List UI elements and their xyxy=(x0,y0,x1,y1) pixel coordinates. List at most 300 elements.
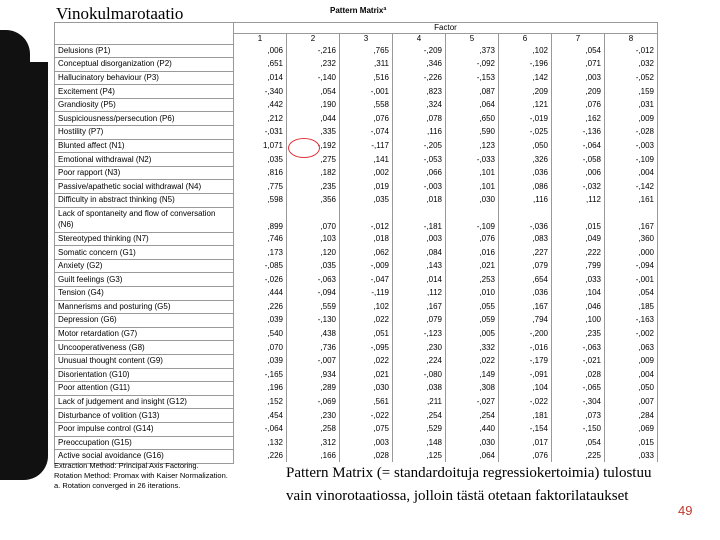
loading-cell: ,121 xyxy=(499,98,552,112)
loading-cell: ,086 xyxy=(499,180,552,194)
loading-cell: ,212 xyxy=(234,112,287,126)
loading-cell: ,254 xyxy=(446,409,499,423)
slide-title: Vinokulmarotaatio xyxy=(56,4,184,23)
table-row xyxy=(55,180,658,194)
row-label: Poor impulse control (G14) xyxy=(55,422,234,436)
loading-cell: -,304 xyxy=(552,395,605,409)
loading-cell: ,324 xyxy=(393,98,446,112)
loading-cell: ,101 xyxy=(446,180,499,194)
loading-cell: ,005 xyxy=(446,327,499,341)
loading-cell: ,650 xyxy=(446,112,499,126)
loading-cell: ,141 xyxy=(340,153,393,167)
loading-cell: -,019 xyxy=(499,112,552,126)
row-label: Suspiciousness/persecution (P6) xyxy=(55,112,234,126)
loading-cell: -,150 xyxy=(552,422,605,436)
loading-cell: -,064 xyxy=(552,139,605,153)
loading-cell: ,360 xyxy=(605,232,658,246)
row-label: Passive/apathetic social withdrawal (N4) xyxy=(55,180,234,194)
loading-cell: -,123 xyxy=(393,327,446,341)
row-label: Hostility (P7) xyxy=(55,126,234,140)
loading-cell: ,054 xyxy=(552,44,605,58)
loading-cell: ,036 xyxy=(499,287,552,301)
loading-cell: -,069 xyxy=(287,395,340,409)
loading-cell: ,516 xyxy=(340,71,393,85)
loading-cell: ,076 xyxy=(499,450,552,464)
loading-cell: ,116 xyxy=(393,126,446,140)
loading-cell: ,004 xyxy=(605,368,658,382)
loading-cell: ,079 xyxy=(393,314,446,328)
pattern-matrix-table xyxy=(54,22,658,464)
loading-cell: -,130 xyxy=(287,314,340,328)
row-label: Tension (G4) xyxy=(55,287,234,301)
footnote: a. Rotation converged in 26 iterations. xyxy=(54,481,181,490)
table-row xyxy=(55,153,658,167)
loading-cell: ,143 xyxy=(393,259,446,273)
loading-cell: ,049 xyxy=(552,232,605,246)
loading-cell: ,032 xyxy=(605,58,658,72)
loading-cell: -,021 xyxy=(552,354,605,368)
loading-cell: ,000 xyxy=(605,246,658,260)
loading-cell: -,140 xyxy=(287,71,340,85)
loading-cell: ,823 xyxy=(393,85,446,99)
loading-cell: ,050 xyxy=(499,139,552,153)
row-label: Hallucinatory behaviour (P3) xyxy=(55,71,234,85)
loading-cell: -,094 xyxy=(605,259,658,273)
loading-cell: -,064 xyxy=(234,422,287,436)
row-label: Disturbance of volition (G13) xyxy=(55,409,234,423)
table-row xyxy=(55,409,658,423)
loading-cell: ,102 xyxy=(340,300,393,314)
column-number: 5 xyxy=(446,34,499,45)
loading-cell: ,148 xyxy=(393,436,446,450)
loading-cell: -,109 xyxy=(446,207,499,232)
loading-cell: ,332 xyxy=(446,341,499,355)
loading-cell: -,002 xyxy=(605,327,658,341)
loading-cell: ,167 xyxy=(499,300,552,314)
loading-cell: ,289 xyxy=(287,382,340,396)
loading-cell: ,232 xyxy=(287,58,340,72)
loading-cell: ,019 xyxy=(340,180,393,194)
loading-cell: ,258 xyxy=(287,422,340,436)
loading-cell: ,039 xyxy=(234,354,287,368)
row-label: Stereotyped thinking (N7) xyxy=(55,232,234,246)
loading-cell: -,154 xyxy=(499,422,552,436)
loading-cell: ,066 xyxy=(393,166,446,180)
loading-cell: ,159 xyxy=(605,85,658,99)
table-row xyxy=(55,44,658,58)
table-row xyxy=(55,194,658,208)
loading-cell: ,038 xyxy=(393,382,446,396)
loading-cell: 1,071 xyxy=(234,139,287,153)
loading-cell: ,063 xyxy=(605,341,658,355)
loading-cell: -,094 xyxy=(287,287,340,301)
loading-cell: -,109 xyxy=(605,153,658,167)
loading-cell: ,454 xyxy=(234,409,287,423)
row-label: Unusual thought content (G9) xyxy=(55,354,234,368)
loading-cell: ,209 xyxy=(552,85,605,99)
loading-cell: ,226 xyxy=(234,450,287,464)
page-number: 49 xyxy=(678,503,693,518)
loading-cell: ,031 xyxy=(605,98,658,112)
table-row xyxy=(55,58,658,72)
loading-cell: ,442 xyxy=(234,98,287,112)
loading-cell: ,030 xyxy=(446,194,499,208)
loading-cell: ,765 xyxy=(340,44,393,58)
loading-cell: ,044 xyxy=(287,112,340,126)
header-blank-cell xyxy=(55,34,234,45)
row-label: Lack of judgement and insight (G12) xyxy=(55,395,234,409)
loading-cell: ,235 xyxy=(287,180,340,194)
table-row xyxy=(55,300,658,314)
loading-cell: -,007 xyxy=(287,354,340,368)
loading-cell: ,438 xyxy=(287,327,340,341)
loading-cell: ,051 xyxy=(340,327,393,341)
loading-cell: -,003 xyxy=(605,139,658,153)
loading-cell: ,112 xyxy=(552,194,605,208)
loading-cell: -,165 xyxy=(234,368,287,382)
loading-cell: ,007 xyxy=(605,395,658,409)
row-label: Lack of spontaneity and flow of conversation (N6) xyxy=(55,207,234,232)
loading-cell: ,083 xyxy=(499,232,552,246)
loading-cell: ,123 xyxy=(446,139,499,153)
row-label: Active social avoidance (G16) xyxy=(55,450,234,464)
row-label: Delusions (P1) xyxy=(55,44,234,58)
loading-cell: -,047 xyxy=(340,273,393,287)
loading-cell: ,030 xyxy=(340,382,393,396)
loading-cell: ,308 xyxy=(446,382,499,396)
loading-cell: ,021 xyxy=(446,259,499,273)
loading-cell: ,100 xyxy=(552,314,605,328)
loading-cell: -,033 xyxy=(446,153,499,167)
loading-cell: ,022 xyxy=(340,354,393,368)
loading-cell: ,182 xyxy=(287,166,340,180)
loading-cell: -,016 xyxy=(499,341,552,355)
loading-cell: ,173 xyxy=(234,246,287,260)
loading-cell: ,073 xyxy=(552,409,605,423)
table-row xyxy=(55,382,658,396)
loading-cell: ,120 xyxy=(287,246,340,260)
loading-cell: ,018 xyxy=(393,194,446,208)
loading-cell: ,326 xyxy=(499,153,552,167)
loading-cell: ,064 xyxy=(446,98,499,112)
column-number-row xyxy=(55,34,658,45)
loading-cell: ,559 xyxy=(287,300,340,314)
loading-cell: ,036 xyxy=(499,166,552,180)
loading-cell: ,062 xyxy=(340,246,393,260)
loading-cell: ,654 xyxy=(499,273,552,287)
loading-cell: -,205 xyxy=(393,139,446,153)
loading-cell: ,373 xyxy=(446,44,499,58)
loading-cell: ,028 xyxy=(340,450,393,464)
loading-cell: -,163 xyxy=(605,314,658,328)
loading-cell: ,022 xyxy=(340,314,393,328)
loading-cell: ,529 xyxy=(393,422,446,436)
loading-cell: ,230 xyxy=(393,341,446,355)
loading-cell: ,022 xyxy=(446,354,499,368)
loading-cell: ,166 xyxy=(287,450,340,464)
row-label: Motor retardation (G7) xyxy=(55,327,234,341)
loading-cell: ,076 xyxy=(340,112,393,126)
loading-cell: ,152 xyxy=(234,395,287,409)
loading-cell: -,053 xyxy=(393,153,446,167)
table-row xyxy=(55,327,658,341)
loading-cell: -,001 xyxy=(340,85,393,99)
loading-cell: ,059 xyxy=(446,314,499,328)
loading-cell: ,006 xyxy=(234,44,287,58)
column-number: 2 xyxy=(287,34,340,45)
header-blank-cell xyxy=(55,23,234,34)
table-row xyxy=(55,436,658,450)
loading-cell: -,058 xyxy=(552,153,605,167)
loading-cell: ,226 xyxy=(234,300,287,314)
column-number: 1 xyxy=(234,34,287,45)
loading-cell: -,074 xyxy=(340,126,393,140)
loading-cell: ,162 xyxy=(552,112,605,126)
loading-cell: -,340 xyxy=(234,85,287,99)
table-row xyxy=(55,273,658,287)
table-row xyxy=(55,232,658,246)
table-row xyxy=(55,85,658,99)
spss-output-image xyxy=(48,0,670,500)
table-row xyxy=(55,314,658,328)
loading-cell: ,132 xyxy=(234,436,287,450)
loading-cell: ,002 xyxy=(340,166,393,180)
loading-cell: ,196 xyxy=(234,382,287,396)
table-row xyxy=(55,112,658,126)
loading-cell: ,009 xyxy=(605,354,658,368)
loading-cell: -,012 xyxy=(605,44,658,58)
row-label: Excitement (P4) xyxy=(55,85,234,99)
column-number: 8 xyxy=(605,34,658,45)
loading-cell: ,050 xyxy=(605,382,658,396)
loading-cell: ,102 xyxy=(499,44,552,58)
loading-cell: ,054 xyxy=(552,436,605,450)
row-label: Guilt feelings (G3) xyxy=(55,273,234,287)
loading-cell: -,001 xyxy=(605,273,658,287)
loading-cell: ,440 xyxy=(446,422,499,436)
row-label: Disorientation (G10) xyxy=(55,368,234,382)
loading-cell: ,312 xyxy=(287,436,340,450)
column-number: 7 xyxy=(552,34,605,45)
loading-cell: -,142 xyxy=(605,180,658,194)
loading-cell: ,149 xyxy=(446,368,499,382)
footnote: Rotation Method: Promax with Kaiser Normalization. xyxy=(54,471,228,480)
footnote: Extraction Method: Principal Axis Factoring. xyxy=(54,461,199,470)
loading-cell: ,142 xyxy=(499,71,552,85)
table-row xyxy=(55,126,658,140)
loading-cell: ,015 xyxy=(605,436,658,450)
row-label: Mannerisms and posturing (G5) xyxy=(55,300,234,314)
loading-cell: ,125 xyxy=(393,450,446,464)
loading-cell: ,003 xyxy=(340,436,393,450)
loading-cell: ,167 xyxy=(605,207,658,232)
loading-cell: -,226 xyxy=(393,71,446,85)
row-label: Difficulty in abstract thinking (N5) xyxy=(55,194,234,208)
loading-cell: ,054 xyxy=(287,85,340,99)
loading-cell: ,598 xyxy=(234,194,287,208)
row-label: Uncooperativeness (G8) xyxy=(55,341,234,355)
loading-cell: ,356 xyxy=(287,194,340,208)
decorative-bar xyxy=(0,62,48,480)
loading-cell: ,794 xyxy=(499,314,552,328)
loading-cell: ,209 xyxy=(499,85,552,99)
table-row xyxy=(55,395,658,409)
row-label: Grandiosity (P5) xyxy=(55,98,234,112)
loading-cell: ,104 xyxy=(552,287,605,301)
loading-cell: -,012 xyxy=(340,207,393,232)
table-row xyxy=(55,246,658,260)
loading-cell: ,035 xyxy=(234,153,287,167)
row-label: Poor rapport (N3) xyxy=(55,166,234,180)
loading-cell: -,092 xyxy=(446,58,499,72)
loading-cell: ,775 xyxy=(234,180,287,194)
loading-cell: ,055 xyxy=(446,300,499,314)
table-row xyxy=(55,287,658,301)
loading-cell: ,899 xyxy=(234,207,287,232)
loading-cell: ,225 xyxy=(552,450,605,464)
loading-cell: ,101 xyxy=(446,166,499,180)
loading-cell: ,015 xyxy=(552,207,605,232)
loading-cell: ,104 xyxy=(499,382,552,396)
loading-cell: ,590 xyxy=(446,126,499,140)
loading-cell: ,033 xyxy=(605,450,658,464)
loading-cell: ,161 xyxy=(605,194,658,208)
matrix-footnotes xyxy=(54,461,228,491)
loading-cell: ,079 xyxy=(499,259,552,273)
loading-cell: ,253 xyxy=(446,273,499,287)
row-label: Preoccupation (G15) xyxy=(55,436,234,450)
table-row xyxy=(55,166,658,180)
loading-cell: ,816 xyxy=(234,166,287,180)
loading-cell: ,054 xyxy=(605,287,658,301)
loading-cell: ,799 xyxy=(552,259,605,273)
loading-cell: ,224 xyxy=(393,354,446,368)
loading-cell: ,181 xyxy=(499,409,552,423)
loading-cell: ,070 xyxy=(234,341,287,355)
loading-cell: ,934 xyxy=(287,368,340,382)
loading-cell: ,017 xyxy=(499,436,552,450)
column-number: 6 xyxy=(499,34,552,45)
loading-cell: ,254 xyxy=(393,409,446,423)
loading-cell: ,014 xyxy=(234,71,287,85)
loading-cell: -,031 xyxy=(234,126,287,140)
row-label: Anxiety (G2) xyxy=(55,259,234,273)
slide-caption: Pattern Matrix (= standardoituja regressiokertoimia) tulostuu vain vinorotaatiossa, jolloin tästä otetaan faktorilataukset xyxy=(286,462,676,508)
loading-cell: -,091 xyxy=(499,368,552,382)
loading-cell: -,063 xyxy=(552,341,605,355)
loading-cell: ,016 xyxy=(446,246,499,260)
loading-cell: -,032 xyxy=(552,180,605,194)
loading-cell: ,078 xyxy=(393,112,446,126)
loading-cell: -,025 xyxy=(499,126,552,140)
loading-cell: -,153 xyxy=(446,71,499,85)
loading-cell: ,284 xyxy=(605,409,658,423)
loading-cell: ,746 xyxy=(234,232,287,246)
loading-cell: ,075 xyxy=(340,422,393,436)
loading-cell: -,179 xyxy=(499,354,552,368)
row-label: Conceptual disorganization (P2) xyxy=(55,58,234,72)
loading-cell: -,065 xyxy=(552,382,605,396)
loading-cell: ,116 xyxy=(499,194,552,208)
loading-cell: ,035 xyxy=(340,194,393,208)
row-label: Blunted affect (N1) xyxy=(55,139,234,153)
factor-header: Factor xyxy=(234,23,658,34)
loading-cell: -,209 xyxy=(393,44,446,58)
loading-cell: ,561 xyxy=(340,395,393,409)
row-label: Poor attention (G11) xyxy=(55,382,234,396)
loading-cell: -,022 xyxy=(499,395,552,409)
loading-cell: ,311 xyxy=(340,58,393,72)
loading-cell: ,346 xyxy=(393,58,446,72)
table-row xyxy=(55,259,658,273)
loading-cell: ,018 xyxy=(340,232,393,246)
loading-cell: -,052 xyxy=(605,71,658,85)
loading-cell: ,087 xyxy=(446,85,499,99)
loading-cell: ,227 xyxy=(499,246,552,260)
loading-cell: ,003 xyxy=(552,71,605,85)
loading-cell: ,558 xyxy=(340,98,393,112)
loading-cell: -,200 xyxy=(499,327,552,341)
loading-cell: ,103 xyxy=(287,232,340,246)
loading-cell: ,006 xyxy=(552,166,605,180)
loading-cell: -,009 xyxy=(340,259,393,273)
loading-cell: ,010 xyxy=(446,287,499,301)
loading-cell: -,036 xyxy=(499,207,552,232)
loading-cell: ,014 xyxy=(393,273,446,287)
loading-cell: ,069 xyxy=(605,422,658,436)
loading-cell: ,004 xyxy=(605,166,658,180)
table-row xyxy=(55,354,658,368)
loading-cell: ,230 xyxy=(287,409,340,423)
loading-cell: -,095 xyxy=(340,341,393,355)
loading-cell: ,039 xyxy=(234,314,287,328)
loading-cell: -,119 xyxy=(340,287,393,301)
table-row xyxy=(55,368,658,382)
loading-cell: ,235 xyxy=(552,327,605,341)
loading-cell: ,003 xyxy=(393,232,446,246)
loading-cell: ,185 xyxy=(605,300,658,314)
column-number: 4 xyxy=(393,34,446,45)
highlight-circle xyxy=(288,138,320,158)
table-row xyxy=(55,207,658,232)
loading-cell: -,181 xyxy=(393,207,446,232)
loading-cell: ,030 xyxy=(446,436,499,450)
header-row xyxy=(55,23,658,34)
loading-cell: ,084 xyxy=(393,246,446,260)
loading-cell: ,222 xyxy=(552,246,605,260)
loading-cell: -,027 xyxy=(446,395,499,409)
table-row xyxy=(55,98,658,112)
loading-cell: ,651 xyxy=(234,58,287,72)
loading-cell: -,003 xyxy=(393,180,446,194)
loading-cell: ,028 xyxy=(552,368,605,382)
loading-cell: ,190 xyxy=(287,98,340,112)
loading-cell: -,026 xyxy=(234,273,287,287)
loading-cell: ,035 xyxy=(287,259,340,273)
loading-cell: ,021 xyxy=(340,368,393,382)
loading-cell: -,022 xyxy=(340,409,393,423)
table-row xyxy=(55,422,658,436)
loading-cell: ,211 xyxy=(393,395,446,409)
loading-cell: ,064 xyxy=(446,450,499,464)
loading-cell: ,071 xyxy=(552,58,605,72)
loading-cell: ,444 xyxy=(234,287,287,301)
loading-cell: ,736 xyxy=(287,341,340,355)
table-row xyxy=(55,71,658,85)
loading-cell: ,046 xyxy=(552,300,605,314)
loading-cell: ,335 xyxy=(287,126,340,140)
row-label: Emotional withdrawal (N2) xyxy=(55,153,234,167)
